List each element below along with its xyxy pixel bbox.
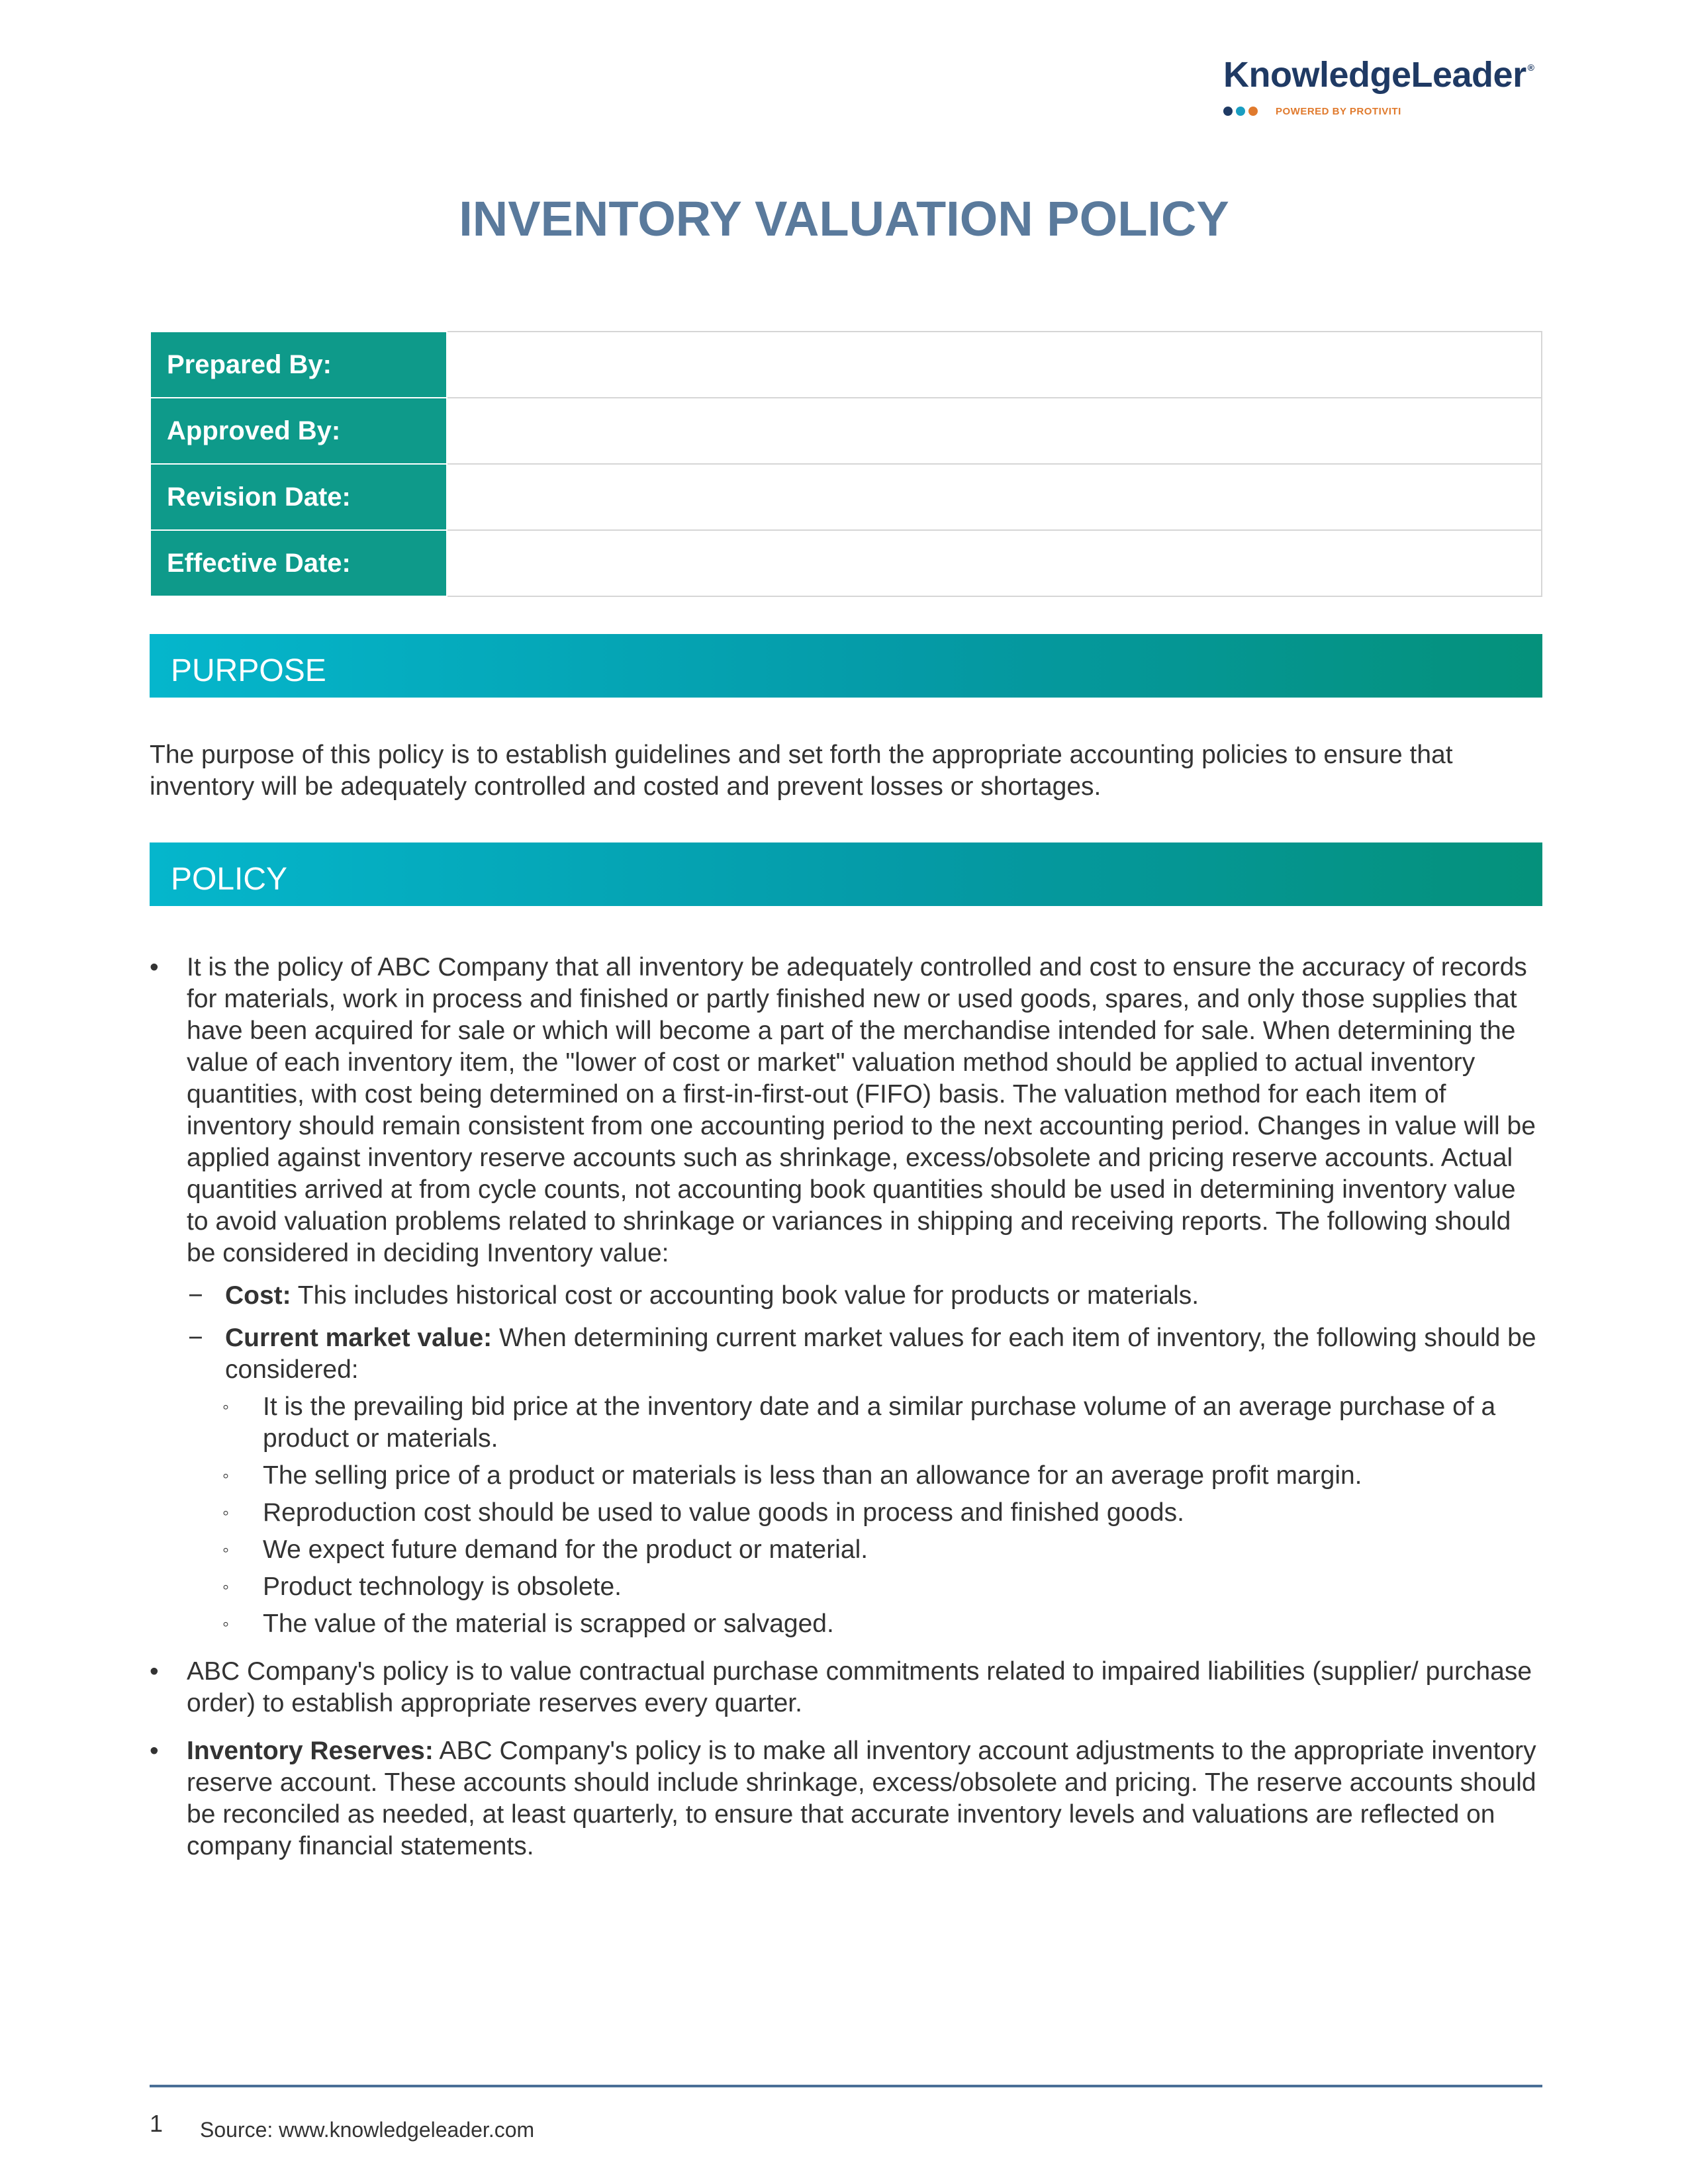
meta-value-field[interactable] <box>447 464 1542 530</box>
sub-item-text: This includes historical cost or accounting book value for products or materials. <box>291 1281 1199 1310</box>
list-item <box>150 952 1542 1269</box>
policy-heading: POLICY <box>150 842 1542 906</box>
table-row <box>150 398 1542 464</box>
meta-label: Revision Date: <box>150 464 447 530</box>
policy-bullet-text: It is the policy of ABC Company that all inventory be adequately controlled and cost to ensure the accuracy of records for materials, work in process and finished or partly finished new or used goods, spares, and only those supplies that have been acquired for sale or which will become a part of the merchandise intended for sale. When determining the value of each inventory item, the "lower of cost or market" valuation method should be applied to actual inventory quantities, with cost being determined on a first-in-first-out (FIFO) basis. The valuation method for each item of inventory should remain consistent from one accounting period to the next accounting period. Changes in value will be applied against inventory reserve accounts such as shrinkage, excess/obsolete and pricing reserve accounts. Actual quantities arrived at from cycle counts, not accounting book quantities should be used in determining inventory value to avoid valuation problems related to shrinkage or variances in shipping and receiving reports. The following should be considered in deciding Inventory value: <box>187 953 1536 1267</box>
footer-source: Source: www.knowledgeleader.com <box>200 2118 535 2142</box>
meta-label: Effective Date: <box>150 530 447 596</box>
meta-label: Approved By: <box>150 398 447 464</box>
document-meta-table <box>150 331 1542 597</box>
footer-divider <box>150 2085 1542 2087</box>
circle-bullet-icon: ◦ <box>222 1396 229 1417</box>
list-item <box>150 1608 1542 1640</box>
policy-bullet-text: ABC Company's policy is to make all inventory account adjustments to the appropriate inventory reserve account. These accounts should include shrinkage, excess/obsolete and pricing. The reserve accounts should be reconciled as needed, at least quarterly, to ensure that accurate inventory levels and valuations are reflected on company financial statements. <box>187 1737 1536 1860</box>
purpose-text: The purpose of this policy is to establish guidelines and set forth the appropriate accounting policies to ensure that inventory will be adequately controlled and costed and prevent losses or shortages. <box>150 741 1453 801</box>
circle-bullet-icon: ◦ <box>222 1465 229 1486</box>
list-item <box>150 1322 1542 1386</box>
market-item-text: Product technology is obsolete. <box>263 1572 622 1601</box>
sub-item-text: When determining current market values for each item of inventory, the following should be considered: <box>225 1324 1536 1384</box>
knowledgeleader-logo <box>1223 54 1541 118</box>
sub-item-label: Cost: <box>225 1281 291 1310</box>
logo-wordmark: KnowledgeLeader ® <box>1223 55 1534 95</box>
bullet-icon: • <box>150 1737 159 1765</box>
market-item-text: Reproduction cost should be used to value goods in process and finished goods. <box>263 1498 1184 1527</box>
table-row <box>150 464 1542 530</box>
list-item <box>150 1391 1542 1455</box>
meta-value-field[interactable] <box>447 530 1542 596</box>
circle-bullet-icon: ◦ <box>222 1576 229 1597</box>
page-number: 1 <box>150 2110 164 2137</box>
list-item <box>150 1735 1542 1862</box>
dash-icon: − <box>188 1281 203 1310</box>
policy-bullet-label: Inventory Reserves: <box>187 1737 434 1765</box>
policy-bullet-text: ABC Company's policy is to value contractual purchase commitments related to impaired liabilities (supplier/ purchase order) to establish appropriate reserves every quarter. <box>187 1657 1532 1717</box>
policy-list <box>150 952 1542 1862</box>
logo-dot-icon <box>1248 107 1258 116</box>
logo-tagline: POWERED BY PROTIVITI <box>1276 105 1401 117</box>
logo-dot-icon <box>1236 107 1245 116</box>
market-item-text: We expect future demand for the product or material. <box>263 1535 868 1564</box>
market-item-text: It is the prevailing bid price at the inventory date and a similar purchase volume of an average purchase of a product or materials. <box>263 1392 1496 1453</box>
bullet-icon: • <box>150 1657 159 1686</box>
circle-bullet-icon: ◦ <box>222 1539 229 1560</box>
meta-value-field[interactable] <box>447 332 1542 398</box>
logo-dot-icon <box>1223 107 1233 116</box>
list-item <box>150 1460 1542 1492</box>
circle-bullet-icon: ◦ <box>222 1502 229 1523</box>
table-row <box>150 332 1542 398</box>
document-title: INVENTORY VALUATION POLICY <box>459 191 1229 246</box>
logo-tagline-row <box>1223 105 1541 118</box>
sub-item-label: Current market value: <box>225 1324 492 1352</box>
dash-icon: − <box>188 1324 203 1352</box>
meta-label: Prepared By: <box>150 332 447 398</box>
market-item-text: The selling price of a product or materials is less than an allowance for an average profit margin. <box>263 1461 1362 1490</box>
meta-value-field[interactable] <box>447 398 1542 464</box>
table-row <box>150 530 1542 596</box>
bullet-icon: • <box>150 953 159 981</box>
list-item <box>150 1534 1542 1566</box>
list-item <box>150 1571 1542 1603</box>
purpose-heading: PURPOSE <box>150 634 1542 698</box>
market-item-text: The value of the material is scrapped or salvaged. <box>263 1610 834 1638</box>
list-item <box>150 1497 1542 1529</box>
list-item <box>150 1280 1542 1312</box>
circle-bullet-icon: ◦ <box>222 1614 229 1634</box>
list-item <box>150 1656 1542 1719</box>
